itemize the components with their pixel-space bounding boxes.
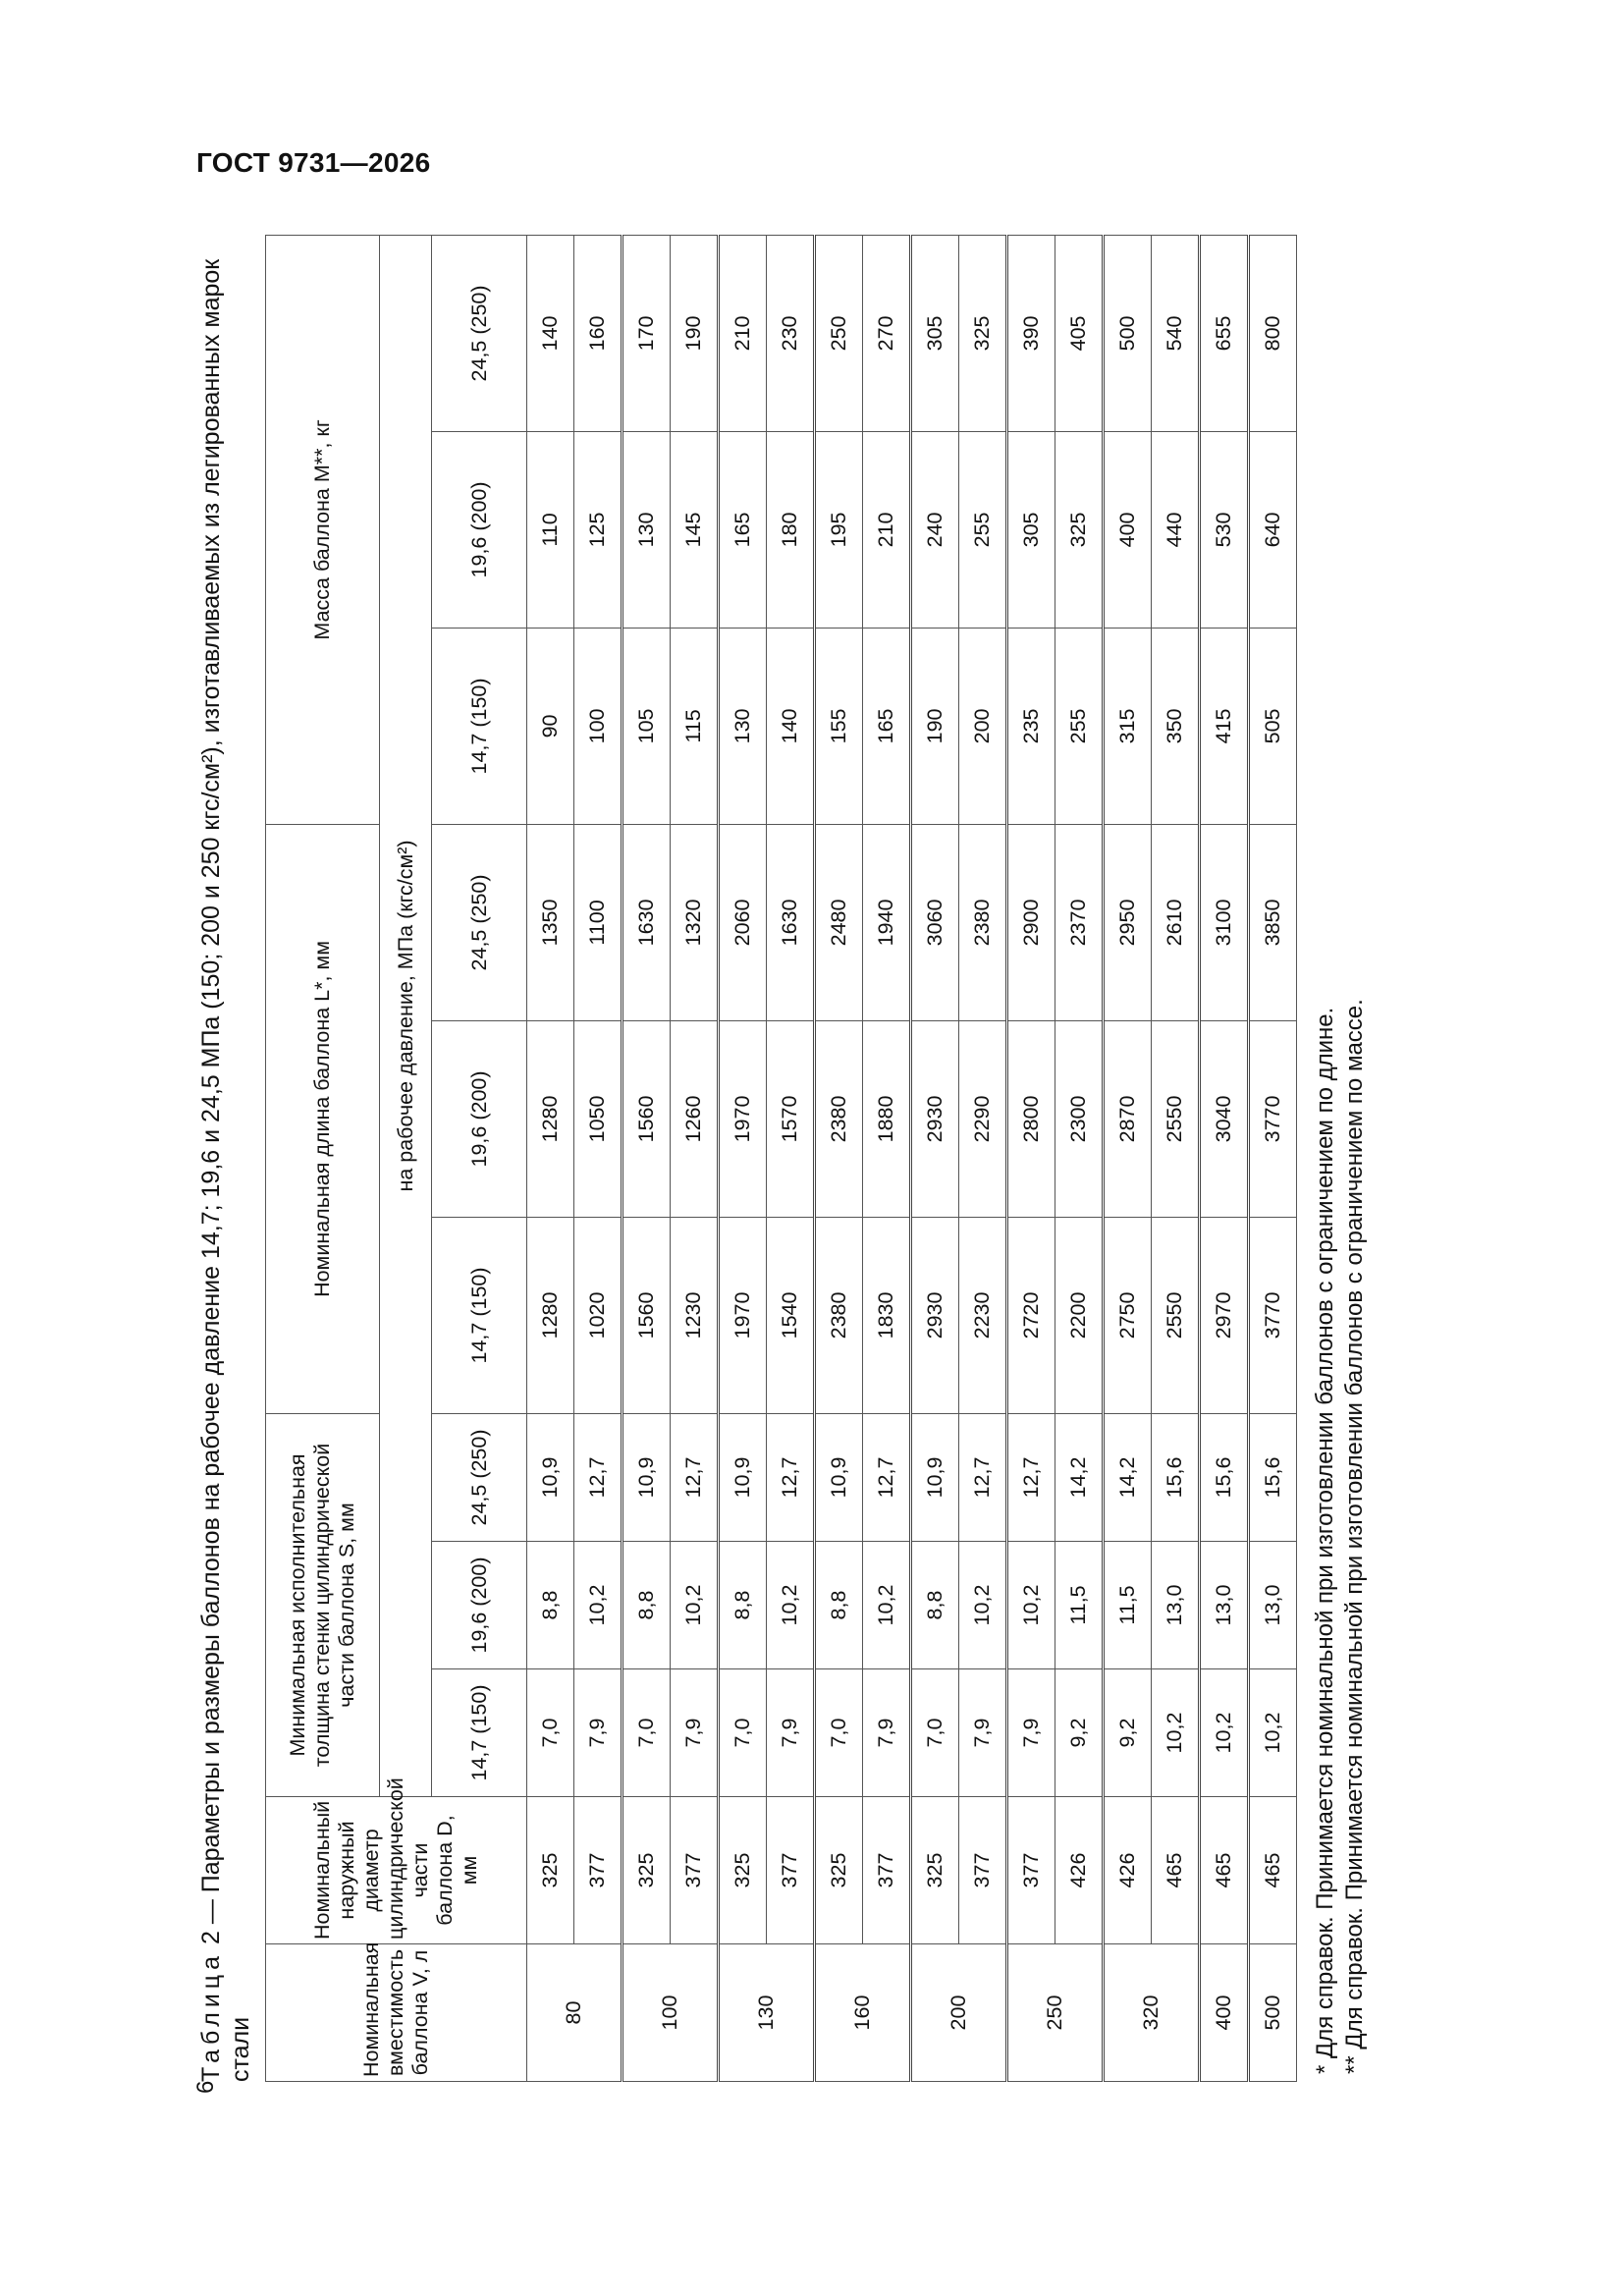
table-cell: 8,8	[815, 1542, 863, 1669]
table-cell: 8,8	[911, 1542, 959, 1669]
table-cell: 2380	[959, 824, 1007, 1020]
table-cell: 325	[959, 235, 1007, 431]
table-cell: 1050	[574, 1020, 622, 1217]
table-cell: 2480	[815, 824, 863, 1020]
standard-code: ГОСТ 9731—2026	[196, 147, 431, 178]
cell-volume: 200	[911, 1944, 1007, 2082]
table-cell: 7,0	[527, 1669, 574, 1797]
table-cell: 110	[527, 431, 574, 628]
table-row	[911, 235, 959, 2081]
header-mass: Масса баллона M**, кг	[266, 235, 380, 824]
table-cell: 145	[671, 431, 719, 628]
table-cell: 315	[1104, 628, 1152, 824]
table-cell: 1830	[863, 1217, 911, 1413]
table-cell: 10,9	[527, 1413, 574, 1541]
table-cell: 2230	[959, 1217, 1007, 1413]
table-cell: 2380	[815, 1020, 863, 1217]
table-cell: 7,0	[719, 1669, 767, 1797]
table-cell: 305	[1007, 431, 1055, 628]
table-cell: 325	[1055, 431, 1104, 628]
header-thickness: Минимальная исполнительная толщина стенки цилиндрической части баллона S, мм	[266, 1413, 380, 1796]
table-cell: 210	[719, 235, 767, 431]
table-cell: 10,2	[959, 1542, 1007, 1669]
cell-diameter: 377	[863, 1797, 911, 1944]
table-cell: 1970	[719, 1217, 767, 1413]
header-pressure: на рабочее давление, МПа (кгс/см²)	[380, 235, 432, 1796]
table-cell: 7,0	[911, 1669, 959, 1797]
table-cell: 2720	[1007, 1217, 1055, 1413]
header-pressure-thickness-0: 14,7 (150)	[432, 1669, 527, 1797]
cell-diameter: 377	[767, 1797, 815, 1944]
table-cell: 13,0	[1152, 1542, 1200, 1669]
caption-label: Таблица	[197, 1950, 225, 2082]
cell-volume: 80	[527, 1944, 622, 2082]
table-cell: 2750	[1104, 1217, 1152, 1413]
table-cell: 165	[863, 628, 911, 824]
table-cell: 105	[622, 628, 671, 824]
table-cell: 140	[527, 235, 574, 431]
table-cell: 7,9	[1007, 1669, 1055, 1797]
table-cell: 12,7	[671, 1413, 719, 1541]
table-cell: 240	[911, 431, 959, 628]
table-row	[1200, 235, 1249, 2081]
header-pressure-length-1: 19,6 (200)	[432, 1020, 527, 1217]
table-cell: 10,2	[1007, 1542, 1055, 1669]
table-cell: 90	[527, 628, 574, 824]
table-cell: 210	[863, 431, 911, 628]
table-cell: 12,7	[959, 1413, 1007, 1541]
table-cell: 405	[1055, 235, 1104, 431]
table-cell: 15,6	[1200, 1413, 1249, 1541]
table-cell: 270	[863, 235, 911, 431]
table-cell: 230	[767, 235, 815, 431]
table-cell: 1630	[622, 824, 671, 1020]
table-cell: 305	[911, 235, 959, 431]
table-cell: 2610	[1152, 824, 1200, 1020]
table-row	[1249, 235, 1297, 2081]
table-row	[671, 235, 719, 2081]
table-cell: 10,2	[1249, 1669, 1297, 1797]
table-cell: 1260	[671, 1020, 719, 1217]
table-row	[1007, 235, 1055, 2081]
table-cell: 500	[1104, 235, 1152, 431]
cell-diameter: 465	[1249, 1797, 1297, 1944]
table-cell: 1280	[527, 1020, 574, 1217]
table-cell: 1020	[574, 1217, 622, 1413]
table-cell: 2060	[719, 824, 767, 1020]
cell-volume: 100	[622, 1944, 719, 2082]
table-cell: 8,8	[527, 1542, 574, 1669]
table-cell: 440	[1152, 431, 1200, 628]
cell-volume: 400	[1200, 1944, 1249, 2082]
table-cell: 655	[1200, 235, 1249, 431]
table-cell: 540	[1152, 235, 1200, 431]
header-volume: Номинальная вместимость баллона V, л	[266, 1944, 527, 2082]
table-cell: 115	[671, 628, 719, 824]
table-cell: 3060	[911, 824, 959, 1020]
cell-diameter: 377	[574, 1797, 622, 1944]
cell-diameter: 325	[911, 1797, 959, 1944]
table-cell: 7,9	[863, 1669, 911, 1797]
table-cell: 180	[767, 431, 815, 628]
table-cell: 7,9	[574, 1669, 622, 1797]
table-cell: 8,8	[719, 1542, 767, 1669]
table-cell: 1540	[767, 1217, 815, 1413]
table-cell: 7,0	[815, 1669, 863, 1797]
table-cell: 2800	[1007, 1020, 1055, 1217]
table-cell: 12,7	[767, 1413, 815, 1541]
table-cell: 1350	[527, 824, 574, 1020]
table-cell: 255	[959, 431, 1007, 628]
cell-volume: 130	[719, 1944, 815, 2082]
parameters-table	[265, 235, 1297, 2082]
table-cell: 7,9	[959, 1669, 1007, 1797]
header-pressure-thickness-2: 24,5 (250)	[432, 1413, 527, 1541]
table-cell: 2930	[911, 1217, 959, 1413]
table-cell: 1560	[622, 1217, 671, 1413]
table-cell: 7,9	[767, 1669, 815, 1797]
table-cell: 2300	[1055, 1020, 1104, 1217]
table-cell: 7,9	[671, 1669, 719, 1797]
table-cell: 140	[767, 628, 815, 824]
table-cell: 100	[574, 628, 622, 824]
table-cell: 10,9	[911, 1413, 959, 1541]
table-cell: 1100	[574, 824, 622, 1020]
table-cell: 505	[1249, 628, 1297, 824]
cell-volume: 160	[815, 1944, 911, 2082]
table-cell: 390	[1007, 235, 1055, 431]
table-row	[527, 235, 574, 2081]
table-cell: 10,2	[1200, 1669, 1249, 1797]
table-cell: 2970	[1200, 1217, 1249, 1413]
table-cell: 12,7	[574, 1413, 622, 1541]
table-cell: 640	[1249, 431, 1297, 628]
cell-volume: 250	[1007, 1944, 1104, 2082]
table-cell: 2950	[1104, 824, 1152, 1020]
header-pressure-thickness-1: 19,6 (200)	[432, 1542, 527, 1669]
header-length: Номинальная длина баллона L*, мм	[266, 824, 380, 1413]
cell-diameter: 465	[1200, 1797, 1249, 1944]
table-cell: 160	[574, 235, 622, 431]
table-row	[1152, 235, 1200, 2081]
table-cell: 3770	[1249, 1020, 1297, 1217]
table-cell: 200	[959, 628, 1007, 824]
table-cell: 9,2	[1104, 1669, 1152, 1797]
table-cell: 1230	[671, 1217, 719, 1413]
table-cell: 3770	[1249, 1217, 1297, 1413]
table-row	[767, 235, 815, 2081]
table-cell: 13,0	[1200, 1542, 1249, 1669]
table-cell: 15,6	[1249, 1413, 1297, 1541]
footnote-1: * Для справок. Принимается номинальной при изготовлении баллонов с ограничением по длине.	[1312, 1007, 1338, 2074]
table-cell: 1880	[863, 1020, 911, 1217]
table-cell: 10,2	[767, 1542, 815, 1669]
table-cell: 800	[1249, 235, 1297, 431]
table-cell: 235	[1007, 628, 1055, 824]
table-cell: 170	[622, 235, 671, 431]
caption-number: 2	[197, 1931, 225, 1945]
table-cell: 125	[574, 431, 622, 628]
cell-diameter: 377	[671, 1797, 719, 1944]
header-pressure-mass-0: 14,7 (150)	[432, 628, 527, 824]
table-row	[719, 235, 767, 2081]
table-cell: 1970	[719, 1020, 767, 1217]
cell-diameter: 426	[1104, 1797, 1152, 1944]
table-cell: 3040	[1200, 1020, 1249, 1217]
table-cell: 195	[815, 431, 863, 628]
table-cell: 165	[719, 431, 767, 628]
table-row	[863, 235, 911, 2081]
cell-diameter: 325	[622, 1797, 671, 1944]
table-cell: 10,2	[863, 1542, 911, 1669]
header-pressure-length-2: 24,5 (250)	[432, 824, 527, 1020]
cell-volume: 320	[1104, 1944, 1200, 2082]
table-cell: 1320	[671, 824, 719, 1020]
table-cell: 1570	[767, 1020, 815, 1217]
table-cell: 10,9	[622, 1413, 671, 1541]
table-cell: 9,2	[1055, 1669, 1104, 1797]
table-cell: 2380	[815, 1217, 863, 1413]
table-cell: 15,6	[1152, 1413, 1200, 1541]
table-cell: 13,0	[1249, 1542, 1297, 1669]
table-cell: 10,2	[1152, 1669, 1200, 1797]
table-cell: 7,0	[622, 1669, 671, 1797]
table-row	[574, 235, 622, 2081]
table-cell: 1560	[622, 1020, 671, 1217]
table-cell: 2550	[1152, 1020, 1200, 1217]
cell-diameter: 426	[1055, 1797, 1104, 1944]
table-row	[815, 235, 863, 2081]
table-cell: 3100	[1200, 824, 1249, 1020]
footnotes	[1311, 226, 1370, 2082]
table-cell: 1280	[527, 1217, 574, 1413]
table-cell: 14,2	[1055, 1413, 1104, 1541]
cell-volume: 500	[1249, 1944, 1297, 2082]
table-cell: 155	[815, 628, 863, 824]
table-cell: 2900	[1007, 824, 1055, 1020]
table-cell: 8,8	[622, 1542, 671, 1669]
cell-diameter: 325	[815, 1797, 863, 1944]
table-row	[1104, 235, 1152, 2081]
table-cell: 3850	[1249, 824, 1297, 1020]
table-cell: 2370	[1055, 824, 1104, 1020]
table-cell: 255	[1055, 628, 1104, 824]
cell-diameter: 377	[1007, 1797, 1055, 1944]
table-cell: 10,2	[574, 1542, 622, 1669]
table-cell: 250	[815, 235, 863, 431]
table-cell: 1630	[767, 824, 815, 1020]
table-row	[959, 235, 1007, 2081]
cell-diameter: 377	[959, 1797, 1007, 1944]
rotated-table-block	[196, 226, 1384, 2082]
header-diameter: Номинальный наружный диаметр цилиндрической части баллона D, мм	[266, 1797, 527, 1944]
table-cell: 14,2	[1104, 1413, 1152, 1541]
table-row	[622, 235, 671, 2081]
table-cell: 400	[1104, 431, 1152, 628]
table-cell: 190	[911, 628, 959, 824]
header-pressure-mass-1: 19,6 (200)	[432, 431, 527, 628]
table-cell: 350	[1152, 628, 1200, 824]
table-cell: 130	[622, 431, 671, 628]
table-cell: 2550	[1152, 1217, 1200, 1413]
table-cell: 11,5	[1104, 1542, 1152, 1669]
table-cell: 1940	[863, 824, 911, 1020]
table-cell: 12,7	[863, 1413, 911, 1541]
cell-diameter: 325	[719, 1797, 767, 1944]
table-cell: 12,7	[1007, 1413, 1055, 1541]
table-cell: 10,2	[671, 1542, 719, 1669]
table-cell: 530	[1200, 431, 1249, 628]
header-pressure-mass-2: 24,5 (250)	[432, 235, 527, 431]
footnote-2: ** Для справок. Принимается номинальной при изготовлении баллонов с ограничением по массе.	[1341, 999, 1368, 2074]
table-caption	[196, 226, 255, 2082]
caption-text: — Параметры и размеры баллонов на рабочее давление 14,7; 19,6 и 24,5 МПа (150; 200 и 250 кгс/см²), изготавливаемых из легированных марок стали	[197, 258, 254, 2082]
cell-diameter: 325	[527, 1797, 574, 1944]
cell-diameter: 465	[1152, 1797, 1200, 1944]
table-cell: 130	[719, 628, 767, 824]
header-pressure-length-0: 14,7 (150)	[432, 1217, 527, 1413]
page-number: 6	[192, 2080, 219, 2094]
table-cell: 415	[1200, 628, 1249, 824]
table-cell: 10,9	[815, 1413, 863, 1541]
table-cell: 10,9	[719, 1413, 767, 1541]
table-cell: 11,5	[1055, 1542, 1104, 1669]
table-cell: 2290	[959, 1020, 1007, 1217]
table-cell: 2200	[1055, 1217, 1104, 1413]
table-cell: 2930	[911, 1020, 959, 1217]
table-row	[1055, 235, 1104, 2081]
table-cell: 190	[671, 235, 719, 431]
table-cell: 2870	[1104, 1020, 1152, 1217]
